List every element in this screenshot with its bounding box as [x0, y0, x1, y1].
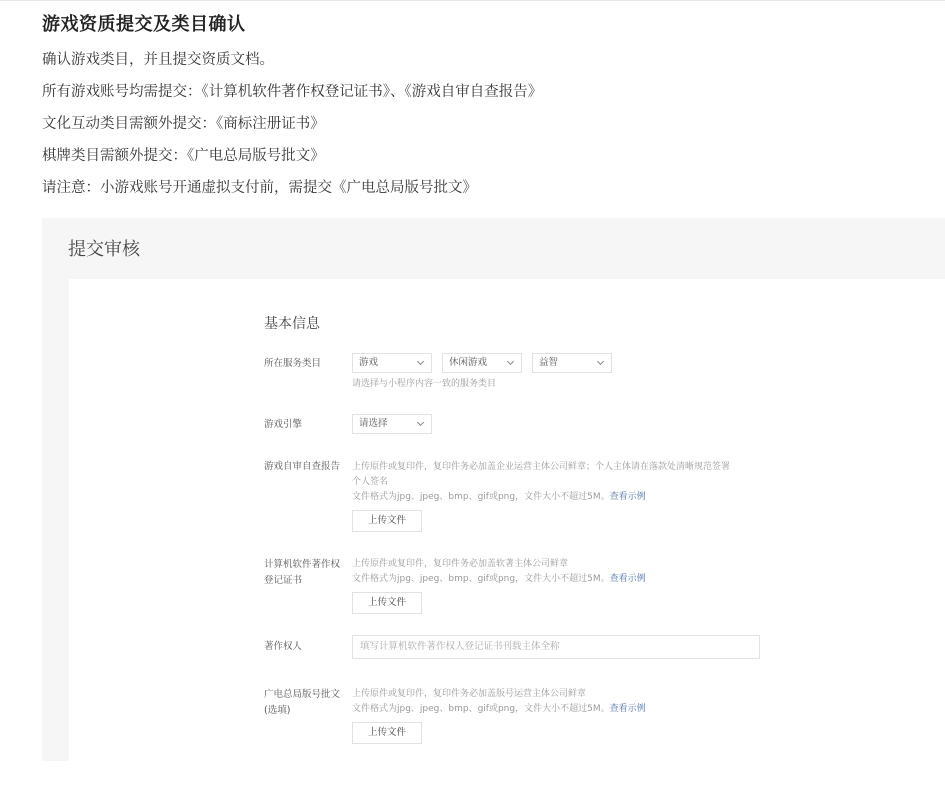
self-check-hint-1: 上传原件或复印件，复印件务必加盖企业运营主体公司鲜章；个人主体请在落款处清晰规范签署	[352, 462, 731, 472]
panel-title: 提交审核	[68, 239, 140, 260]
intro-line-1: 确认游戏类目，并且提交资质文档。	[42, 52, 274, 68]
intro-line-4: 棋牌类目需额外提交：《广电总局版号批文》	[42, 148, 325, 164]
self-check-hint-2: 个人签名	[352, 477, 389, 487]
service-category-hint: 请选择与小程序内容一致的服务类目	[352, 379, 497, 389]
copyright-label-2: 登记证书	[264, 575, 303, 586]
license-upload-button[interactable]: 上传文件	[352, 722, 422, 744]
copyright-format	[352, 572, 646, 587]
page-title: 游戏资质提交及类目确认	[42, 14, 246, 35]
copyright-format-text: 文件格式为jpg、jpeg、bmp、gif或png，文件大小不超过5M。	[352, 574, 610, 584]
license-label-1: 广电总局版号批文	[264, 689, 341, 700]
engine-select-value: 请选择	[359, 418, 388, 429]
category-select-2-value: 休闲游戏	[449, 357, 488, 368]
chevron-down-icon	[417, 419, 424, 426]
self-check-format	[352, 490, 646, 505]
category-select-3[interactable]	[532, 353, 612, 373]
service-category-label: 所在服务类目	[264, 358, 322, 369]
copyright-example-link[interactable]: 查看示例	[609, 574, 646, 584]
category-select-1[interactable]	[352, 353, 432, 373]
self-check-format-text: 文件格式为jpg、jpeg、bmp、gif或png，文件大小不超过5M。	[352, 492, 610, 502]
section-title: 基本信息	[264, 316, 320, 332]
self-check-upload-button[interactable]: 上传文件	[352, 510, 422, 532]
category-select-3-value: 益智	[539, 357, 559, 368]
copyright-label-1: 计算机软件著作权	[264, 559, 341, 570]
self-check-example-link[interactable]: 查看示例	[609, 492, 646, 502]
self-check-label: 游戏自审自查报告	[264, 461, 341, 472]
engine-label: 游戏引擎	[264, 419, 303, 430]
license-hint: 上传原件或复印件，复印件务必加盖版号运营主体公司鲜章	[352, 689, 587, 699]
license-example-link[interactable]: 查看示例	[609, 704, 646, 714]
chevron-down-icon	[597, 358, 604, 365]
chevron-down-icon	[417, 358, 424, 365]
license-format	[352, 702, 646, 717]
intro-line-2: 所有游戏账号均需提交：《计算机软件著作权登记证书》、《游戏自审自查报告》	[42, 84, 543, 100]
top-divider	[0, 0, 945, 1]
copyright-owner-input[interactable]: 填写计算机软件著作权人登记证书刊载主体全称	[352, 635, 760, 659]
license-format-text: 文件格式为jpg、jpeg、bmp、gif或png，文件大小不超过5M。	[352, 704, 610, 714]
category-select-2[interactable]	[442, 353, 522, 373]
owner-label: 著作权人	[264, 641, 303, 652]
intro-line-5: 请注意：小游戏账号开通虚拟支付前，需提交《广电总局版号批文》	[42, 180, 477, 196]
form-card	[69, 279, 945, 761]
license-label-2: (选填)	[264, 705, 291, 716]
category-select-1-value: 游戏	[359, 357, 379, 368]
copyright-upload-button[interactable]: 上传文件	[352, 592, 422, 614]
chevron-down-icon	[507, 358, 514, 365]
copyright-hint: 上传原件或复印件，复印件务必加盖软著主体公司鲜章	[352, 559, 569, 569]
submit-review-panel	[42, 218, 945, 761]
engine-select[interactable]	[352, 414, 432, 434]
intro-line-3: 文化互动类目需额外提交：《商标注册证书》	[42, 116, 325, 132]
